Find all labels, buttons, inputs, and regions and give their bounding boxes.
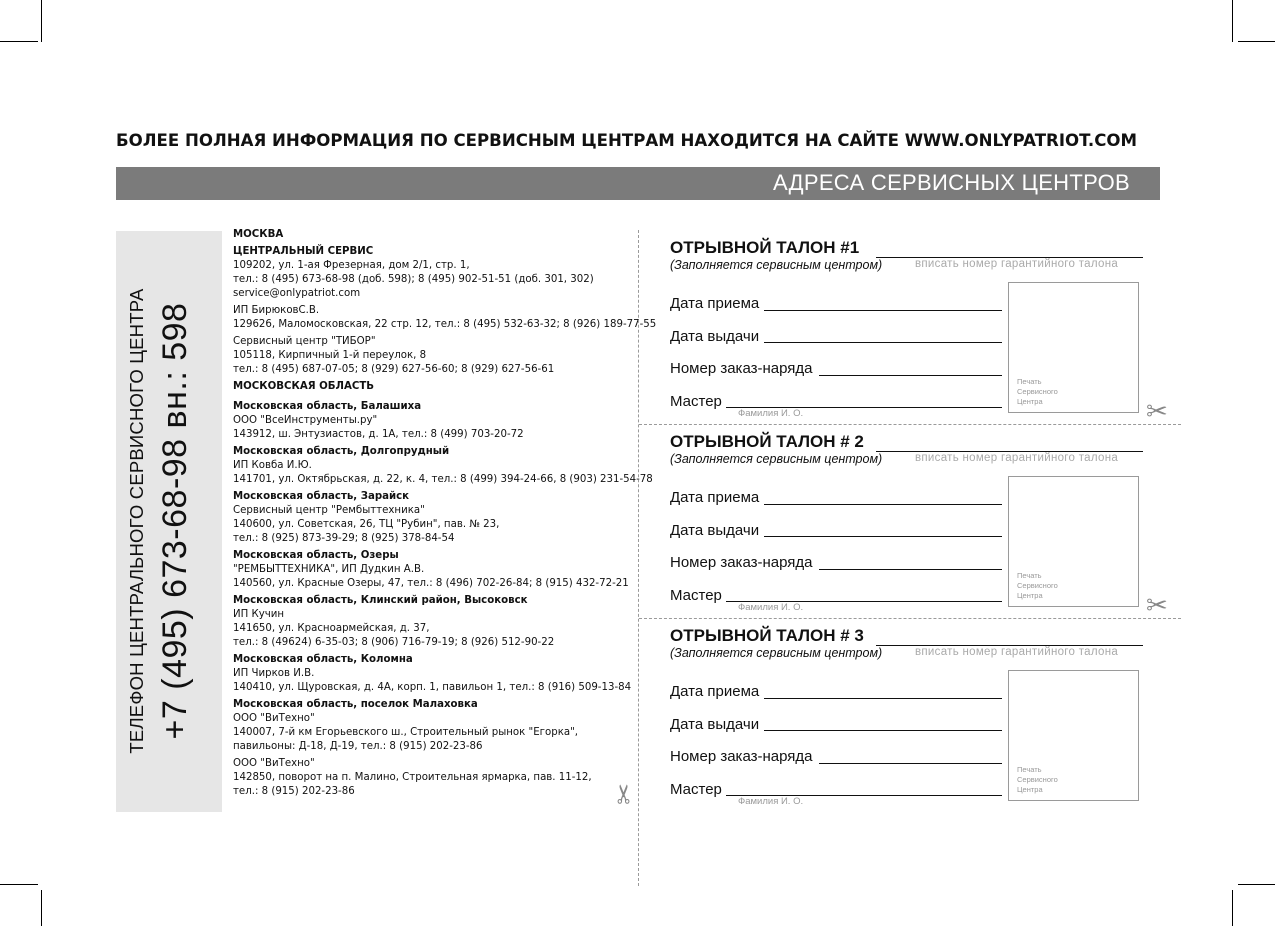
entry-line: тел.: 8 (495) 687-07-05; 8 (929) 627-56-60; 8 (929) 627-56-61 (233, 364, 555, 375)
entry-line: ИП Ковба И.Ю. (233, 460, 312, 471)
crop-mark (0, 41, 38, 42)
address-entry (233, 304, 657, 332)
entry-line: тел.: 8 (49624) 6-35-03; 8 (906) 716-79-19; 8 (926) 512-90-22 (233, 637, 555, 648)
date-received-label: Дата приема (670, 683, 760, 700)
scissors-icon: ✂ (609, 783, 640, 805)
entry-line: Сервисный центр "ТИБОР" (233, 336, 376, 347)
entry-title: ЦЕНТРАЛЬНЫЙ СЕРВИС (233, 246, 374, 257)
stub-title: ОТРЫВНОЙ ТАЛОН # 3 (670, 626, 864, 645)
entry-line: ООО "ВиТехно" (233, 758, 315, 769)
crop-mark (1232, 0, 1233, 42)
stub-subtitle: (Заполняется сервисным центром) (670, 258, 883, 272)
order-number-line[interactable] (819, 569, 1002, 570)
date-received-label: Дата приема (670, 489, 760, 506)
city-heading: МОСКВА (233, 229, 284, 240)
entry-line: 140560, ул. Красные Озеры, 47, тел.: 8 (496) 702-26-84; 8 (915) 432-72-21 (233, 578, 629, 589)
entry-line: 129626, Маломосковская, 22 стр. 12, тел.: 8 (495) 532-63-32; 8 (926) 189-77-55 (233, 319, 657, 330)
address-entry (233, 400, 623, 442)
warranty-number-hint: вписать номер гарантийного талона (915, 452, 1119, 464)
address-entry (233, 445, 653, 487)
entry-line: ИП Чирков И.В. (233, 668, 315, 679)
stamp-label: Центра (1017, 591, 1043, 600)
central-phone-rotated (116, 231, 222, 812)
stamp-label: Печать (1017, 377, 1042, 386)
date-issued-line[interactable] (764, 342, 1002, 343)
entry-line: 109202, ул. 1-ая Фрезерная, дом 2/1, стр. 1, (233, 260, 470, 271)
stamp-box (1008, 476, 1139, 607)
entry-line: тел.: 8 (915) 202-23-86 (233, 786, 355, 797)
date-issued-label: Дата выдачи (670, 522, 760, 539)
stamp-box (1008, 670, 1139, 801)
address-entry (233, 245, 623, 301)
entry-title: Московская область, Озеры (233, 550, 399, 561)
warranty-number-hint: вписать номер гарантийного талона (915, 646, 1119, 658)
crop-mark (1238, 884, 1275, 885)
master-label: Мастер (670, 393, 722, 410)
entry-line: 140600, ул. Советская, 26, ТЦ "Рубин", пав. № 23, (233, 519, 500, 530)
date-received-line[interactable] (764, 504, 1002, 505)
date-received-line[interactable] (764, 698, 1002, 699)
stamp-label: Сервисного (1017, 775, 1058, 784)
address-entry (233, 698, 623, 754)
entry-title: Московская область, Коломна (233, 654, 413, 665)
date-issued-label: Дата выдачи (670, 328, 760, 345)
stamp-label: Центра (1017, 785, 1043, 794)
tear-off-stub (670, 622, 1145, 816)
section-banner (116, 167, 1160, 200)
address-entry (233, 549, 629, 591)
crop-mark (41, 890, 42, 926)
date-received-line[interactable] (764, 310, 1002, 311)
date-issued-line[interactable] (764, 536, 1002, 537)
entry-line: павильоны: Д-18, Д-19, тел.: 8 (915) 202-23-86 (233, 741, 483, 752)
section-banner-title: АДРЕСА СЕРВИСНЫХ ЦЕНТРОВ (772, 170, 1130, 195)
page-headline: БОЛЕЕ ПОЛНАЯ ИНФОРМАЦИЯ ПО СЕРВИСНЫМ ЦЕНТРАМ НАХОДИТСЯ НА САЙТЕ WWW.ONLYPATRIOT.COM (116, 131, 1138, 150)
entry-line: 142850, поворот на п. Малино, Строительная ярмарка, пав. 11-12, (233, 772, 592, 783)
stamp-label: Печать (1017, 571, 1042, 580)
entry-title: Московская область, Балашиха (233, 401, 422, 412)
address-entry (233, 757, 623, 799)
entry-title: Московская область, Клинский район, Высоковск (233, 595, 528, 606)
stamp-box (1008, 282, 1139, 413)
order-number-label: Номер заказ-наряда (670, 748, 813, 765)
crop-mark (1238, 41, 1275, 42)
master-label: Мастер (670, 587, 722, 604)
entry-title: Московская область, Зарайск (233, 491, 410, 502)
central-phone-label: ТЕЛЕФОН ЦЕНТРАЛЬНОГО СЕРВИСНОГО ЦЕНТРА (126, 288, 147, 754)
master-name-hint: Фамилия И. О. (738, 796, 804, 807)
entry-line: 140007, 7-й км Егорьевского ш., Строительный рынок "Егорка", (233, 727, 579, 738)
order-number-line[interactable] (819, 763, 1002, 764)
central-phone-panel (116, 231, 222, 812)
entry-title: Московская область, Долгопрудный (233, 446, 450, 457)
crop-mark (41, 0, 42, 42)
order-number-label: Номер заказ-наряда (670, 360, 813, 377)
stamp-label: Центра (1017, 397, 1043, 406)
service-address-list (233, 228, 657, 802)
entry-line: 141701, ул. Октябрьская, д. 22, к. 4, тел.: 8 (499) 394-24-66, 8 (903) 231-54-78 (233, 474, 653, 485)
entry-line: 141650, ул. Красноармейская, д. 37, (233, 623, 430, 634)
stub-title: ОТРЫВНОЙ ТАЛОН #1 (670, 238, 860, 257)
master-name-hint: Фамилия И. О. (738, 408, 804, 419)
address-entry (233, 594, 623, 650)
stub-subtitle: (Заполняется сервисным центром) (670, 646, 883, 660)
master-name-hint: Фамилия И. О. (738, 602, 804, 613)
stamp-label: Сервисного (1017, 581, 1058, 590)
address-entry (233, 490, 623, 546)
entry-line: тел.: 8 (495) 673-68-98 (доб. 598); 8 (495) 902-51-51 (доб. 301, 302) (233, 274, 594, 285)
entry-line: ООО "ВиТехно" (233, 713, 315, 724)
address-entry (233, 228, 623, 242)
region-heading: МОСКОВСКАЯ ОБЛАСТЬ (233, 381, 375, 392)
address-entry (233, 335, 623, 377)
entry-line: 140410, ул. Щуровская, д. 4А, корп. 1, павильон 1, тел.: 8 (916) 509-13-84 (233, 682, 632, 693)
entry-line: 105118, Кирпичный 1-й переулок, 8 (233, 350, 427, 361)
warranty-number-hint: вписать номер гарантийного талона (915, 258, 1119, 270)
address-entry (233, 653, 632, 695)
order-number-label: Номер заказ-наряда (670, 554, 813, 571)
scissors-icon: ✂ (1146, 397, 1168, 427)
entry-line: ООО "ВсеИнструменты.ру" (233, 415, 378, 426)
tear-off-stub (670, 234, 1145, 428)
entry-line: "РЕМБЫТТЕХНИКА", ИП Дудкин А.В. (233, 564, 425, 575)
entry-line: Сервисный центр "Рембыттехника" (233, 505, 425, 516)
entry-line: 143912, ш. Энтузиастов, д. 1А, тел.: 8 (499) 703-20-72 (233, 429, 524, 440)
entry-email: service@onlypatriot.com (233, 288, 361, 299)
date-issued-label: Дата выдачи (670, 716, 760, 733)
stamp-label: Печать (1017, 765, 1042, 774)
address-entry (233, 380, 623, 394)
order-number-line[interactable] (819, 375, 1002, 376)
entry-line: ИП Кучин (233, 609, 285, 620)
tear-off-stub (670, 428, 1145, 622)
stub-subtitle: (Заполняется сервисным центром) (670, 452, 883, 466)
stub-title: ОТРЫВНОЙ ТАЛОН # 2 (670, 432, 864, 451)
crop-mark (0, 884, 38, 885)
master-label: Мастер (670, 781, 722, 798)
scissors-icon: ✂ (1146, 591, 1168, 621)
entry-line: тел.: 8 (925) 873-39-29; 8 (925) 378-84-54 (233, 533, 455, 544)
stamp-label: Сервисного (1017, 387, 1058, 396)
central-phone-number: +7 (495) 673-68-98 вн.: 598 (156, 302, 194, 740)
entry-line: ИП БирюковС.В. (233, 305, 320, 316)
date-issued-line[interactable] (764, 730, 1002, 731)
crop-mark (1232, 890, 1233, 926)
entry-title: Московская область, поселок Малаховка (233, 699, 478, 710)
date-received-label: Дата приема (670, 295, 760, 312)
